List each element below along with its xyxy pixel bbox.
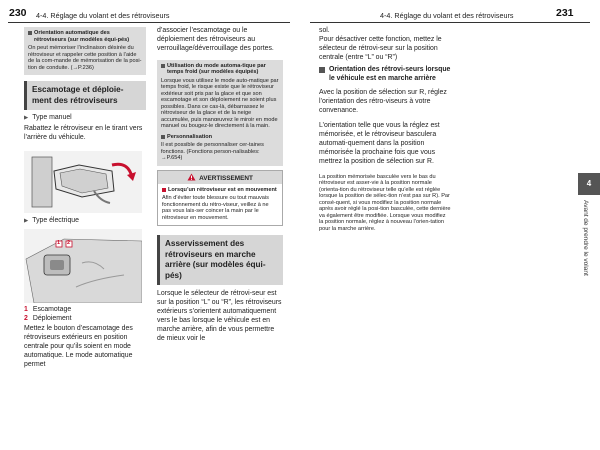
legend-item-1: 1 Escamotage — [24, 305, 72, 313]
auto-mode-text: Mettez le bouton d’escamotage des rétroviseurs extérieurs en position centrale pour qu’ils soient en mode automatique. Le mode automatique permet — [24, 325, 133, 369]
right-page-number: 231 — [556, 7, 574, 19]
auto-orientation-title: Orientation automatique des rétroviseurs (sur modèles équi-pés) — [34, 30, 130, 43]
electric-switch-illustration — [24, 229, 142, 303]
type-manual-label: ▶ Type manuel — [24, 114, 72, 121]
warning-subtitle-row — [162, 187, 278, 194]
callout-1: 1 — [57, 239, 61, 246]
cold-weather-title-row — [161, 63, 279, 76]
callout-2: 2 — [67, 239, 71, 246]
auto-orientation-block — [24, 27, 146, 75]
warning-box — [157, 170, 283, 227]
square-bullet-icon — [161, 135, 165, 139]
square-bullet-icon — [319, 67, 325, 73]
warning-subtitle: Lorsqu’un rétroviseur est en mouvement — [168, 186, 277, 193]
chapter-tab: 4 — [578, 173, 600, 195]
fold-switch-image — [24, 229, 142, 303]
warning-text: Afin d’éviter toute blessure ou tout mauvais fonctionnement du rétro-viseur, veillez à ne pas vous lais-ser coincer la main par le rétroviseur en mouvement. — [162, 195, 269, 221]
customization-title: Personnalisation — [167, 133, 213, 140]
manual-instruction-text: Rabattez le rétroviseur en le tirant vers l’arrière du véhicule. — [24, 124, 143, 141]
reverse-body-text: Lorsque le sélecteur de rétrovi-seur est sur la position “L” ou “R”, les rétroviseurs extérieurs s’orientent automatiquement vers le bas lorsque le véhicule est en marche arrière, afin de vous permettre de mieux voir le — [157, 290, 282, 342]
warning-title: AVERTISSEMENT — [199, 174, 253, 182]
disable-text: Pour désactiver cette fonction, mettez le sélecteur de rétrovi-seur sur la position centrale (entre “L” ou “R”) — [319, 35, 442, 61]
customization-text: Il est possible de personnaliser cer-taines fonctions. (Fonctions person-nalisables: →P.654) — [161, 142, 264, 162]
square-bullet-icon — [162, 188, 166, 192]
warning-body — [158, 184, 282, 226]
auto-mode-continuation: d’associer l’escamotage ou le déploiement des rétroviseurs au verrouillage/déverrouillage des portes. — [157, 27, 274, 52]
left-header-rule — [8, 22, 290, 23]
memorization-text: L’orientation telle que vous la réglez est mémorisée, et le rétroviseur basculera automati-quement dans la position mémorisée la prochaine fois que vous mettrez la position de sélection sur R. — [319, 122, 440, 165]
right-header-rule — [310, 22, 590, 23]
left-running-title: 4-4. Réglage du volant et des rétroviseurs — [36, 11, 170, 20]
orientation-title: Orientation des rétrovi-seurs lorsque le véhicule est en marche arrière — [329, 65, 451, 82]
section-heading-reverse: Asservissement des rétroviseurs en marche arrière (sur modèles équi-pés) — [157, 235, 283, 285]
auto-orientation-text: On peut mémoriser l’inclinaison désirée du rétroviseur et rappeler cette position à l’aide de la com-mande de mémorisation de la posi-tion de conduite. (→P.236) — [28, 45, 142, 71]
triangle-bullet-icon: ▶ — [24, 115, 29, 121]
cold-weather-title: Utilisation du mode automa-tique par temps froid (sur modèles équipés) — [167, 62, 266, 76]
triangle-bullet-icon: ▶ — [24, 217, 29, 224]
legend-item-2: 2 Déploiement — [24, 314, 72, 322]
customization-title-row — [161, 134, 279, 141]
orientation-title-row — [319, 66, 451, 84]
cold-weather-text: Lorsque vous utilisez le mode auto-matique par temps froid, le risque existe que le rétroviseur extérieur soit pris par la glace et que son escamotage et son déploiement ne soient plus possibles. Dans ce cas-là, débarrassez le rétroviseur de la glace et de la neige accumulée, puis manœuvrez le miroir en mode manuel ou bougez-le directement à la main. — [161, 77, 279, 130]
type-electric-label: ▶ Type électrique — [24, 216, 79, 224]
warning-header — [158, 171, 282, 184]
cold-weather-block — [157, 60, 283, 166]
auto-orientation-title-row — [28, 30, 142, 43]
section-heading-folding: Escamotage et déploie-ment des rétroviseurs — [24, 81, 146, 110]
chapter-tab-label: Avant de prendre le volant — [582, 200, 589, 276]
column-left — [24, 27, 146, 370]
left-page-number: 230 — [9, 7, 27, 19]
column-middle — [157, 27, 283, 344]
mirror-fold-image — [24, 151, 142, 213]
manual-mirror-illustration — [24, 151, 142, 213]
square-bullet-icon — [28, 31, 32, 35]
square-bullet-icon — [161, 64, 165, 68]
right-running-title: 4-4. Réglage du volant et des rétroviseurs — [380, 11, 514, 20]
column-right — [319, 27, 451, 232]
orientation-text: Avec la position de sélection sur R, réglez l’orientation des rétro-viseurs à votre convenance. — [319, 89, 447, 115]
reverse-continuation: sol. — [319, 27, 330, 34]
normal-position-note: La position mémorisée basculée vers le bas du rétroviseur est asser-vie à la position normale (orienta-tion du rétroviseur telle qu’elle est réglée lorsque la position de sélec-tion n’est pas sur R). Par consé-quent, si vous modifiez la position normale après avoir réglé la posi-tion basculée, cette dernière va également être modifiée. Lorsque vous modifiez la position normale, réglez à nouveau l’orien-tation pour la marche arrière. — [319, 173, 451, 232]
warning-triangle-icon — [187, 173, 196, 181]
